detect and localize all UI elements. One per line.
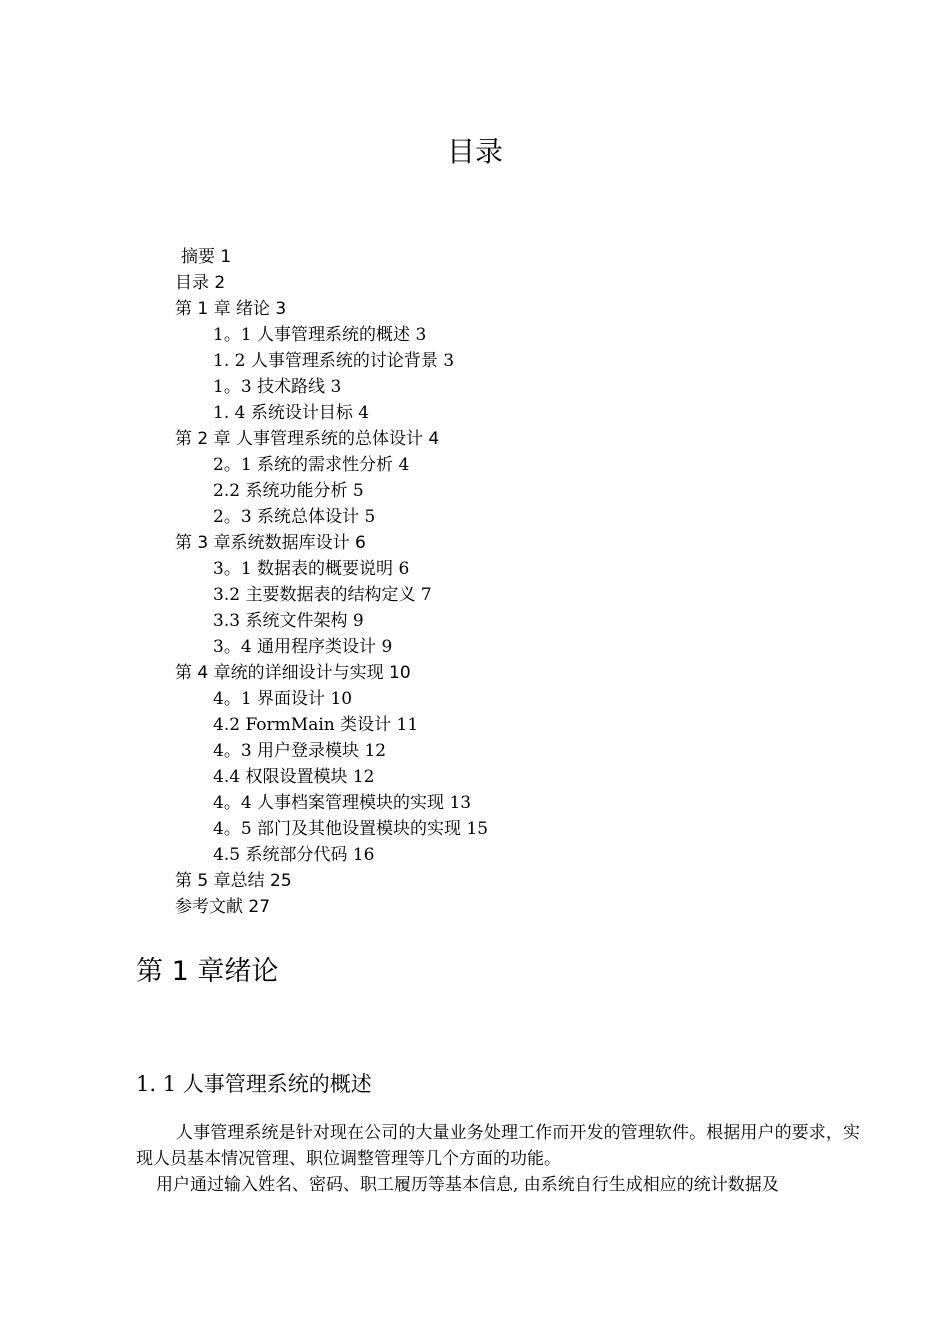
- toc-entry: 1. 4 系统设计目标 4: [213, 403, 370, 423]
- toc-entry: 2。1 系统的需求性分析 4: [213, 455, 410, 475]
- toc-entry: 第 5 章总结 25: [175, 871, 292, 891]
- toc-entry: 1. 2 人事管理系统的讨论背景 3: [213, 351, 455, 371]
- toc-entry: 参考文献 27: [175, 897, 271, 917]
- toc-entry: 3。1 数据表的概要说明 6: [213, 559, 410, 579]
- toc-entry: 4.4 权限设置模块 12: [213, 767, 375, 787]
- toc-entry: 3.3 系统文件架构 9: [213, 611, 364, 631]
- toc-entry: 第 2 章 人事管理系统的总体设计 4: [175, 429, 440, 449]
- toc-entry: 摘要 1: [181, 247, 232, 267]
- toc-entry: 4。5 部门及其他设置模块的实现 15: [213, 819, 489, 839]
- toc-entry: 4.2 FormMain 类设计 11: [213, 715, 419, 735]
- toc-entry: 第 1 章 绪论 3: [175, 299, 287, 319]
- toc-entry: 1。3 技术路线 3: [213, 377, 342, 397]
- toc-entry: 第 4 章统的详细设计与实现 10: [175, 663, 411, 683]
- body-paragraph: 用户通过输入姓名、密码、职工履历等基本信息, 由系统自行生成相应的统计数据及: [156, 1175, 779, 1195]
- table-of-contents: [0, 244, 950, 920]
- toc-entry: 4。3 用户登录模块 12: [213, 741, 387, 761]
- toc-entry: 2.2 系统功能分析 5: [213, 481, 364, 501]
- toc-entry: 3。4 通用程序类设计 9: [213, 637, 393, 657]
- toc-entry: 第 3 章系统数据库设计 6: [175, 533, 366, 553]
- toc-entry: 4。1 界面设计 10: [213, 689, 353, 709]
- toc-title: 目录: [446, 135, 503, 168]
- section-number: 1. 1: [136, 1072, 183, 1096]
- body-paragraph: 人事管理系统是针对现在公司的大量业务处理工作而开发的管理软件。根据用户的要求，实现人员基本情况管理、职位调整管理等几个方面的功能。: [136, 1123, 860, 1169]
- toc-entry: 4.5 系统部分代码 16: [213, 845, 375, 865]
- toc-entry: 2。3 系统总体设计 5: [213, 507, 376, 527]
- toc-entry: 4。4 人事档案管理模块的实现 13: [213, 793, 472, 813]
- toc-entry: 3.2 主要数据表的结构定义 7: [213, 585, 432, 605]
- section-heading: [136, 1068, 372, 1100]
- toc-entry: 1。1 人事管理系统的概述 3: [213, 325, 427, 345]
- chapter-heading: 第 1 章绪论: [136, 956, 279, 987]
- section-title: 人事管理系统的概述: [182, 1072, 372, 1096]
- toc-entry: 目录 2: [175, 273, 226, 293]
